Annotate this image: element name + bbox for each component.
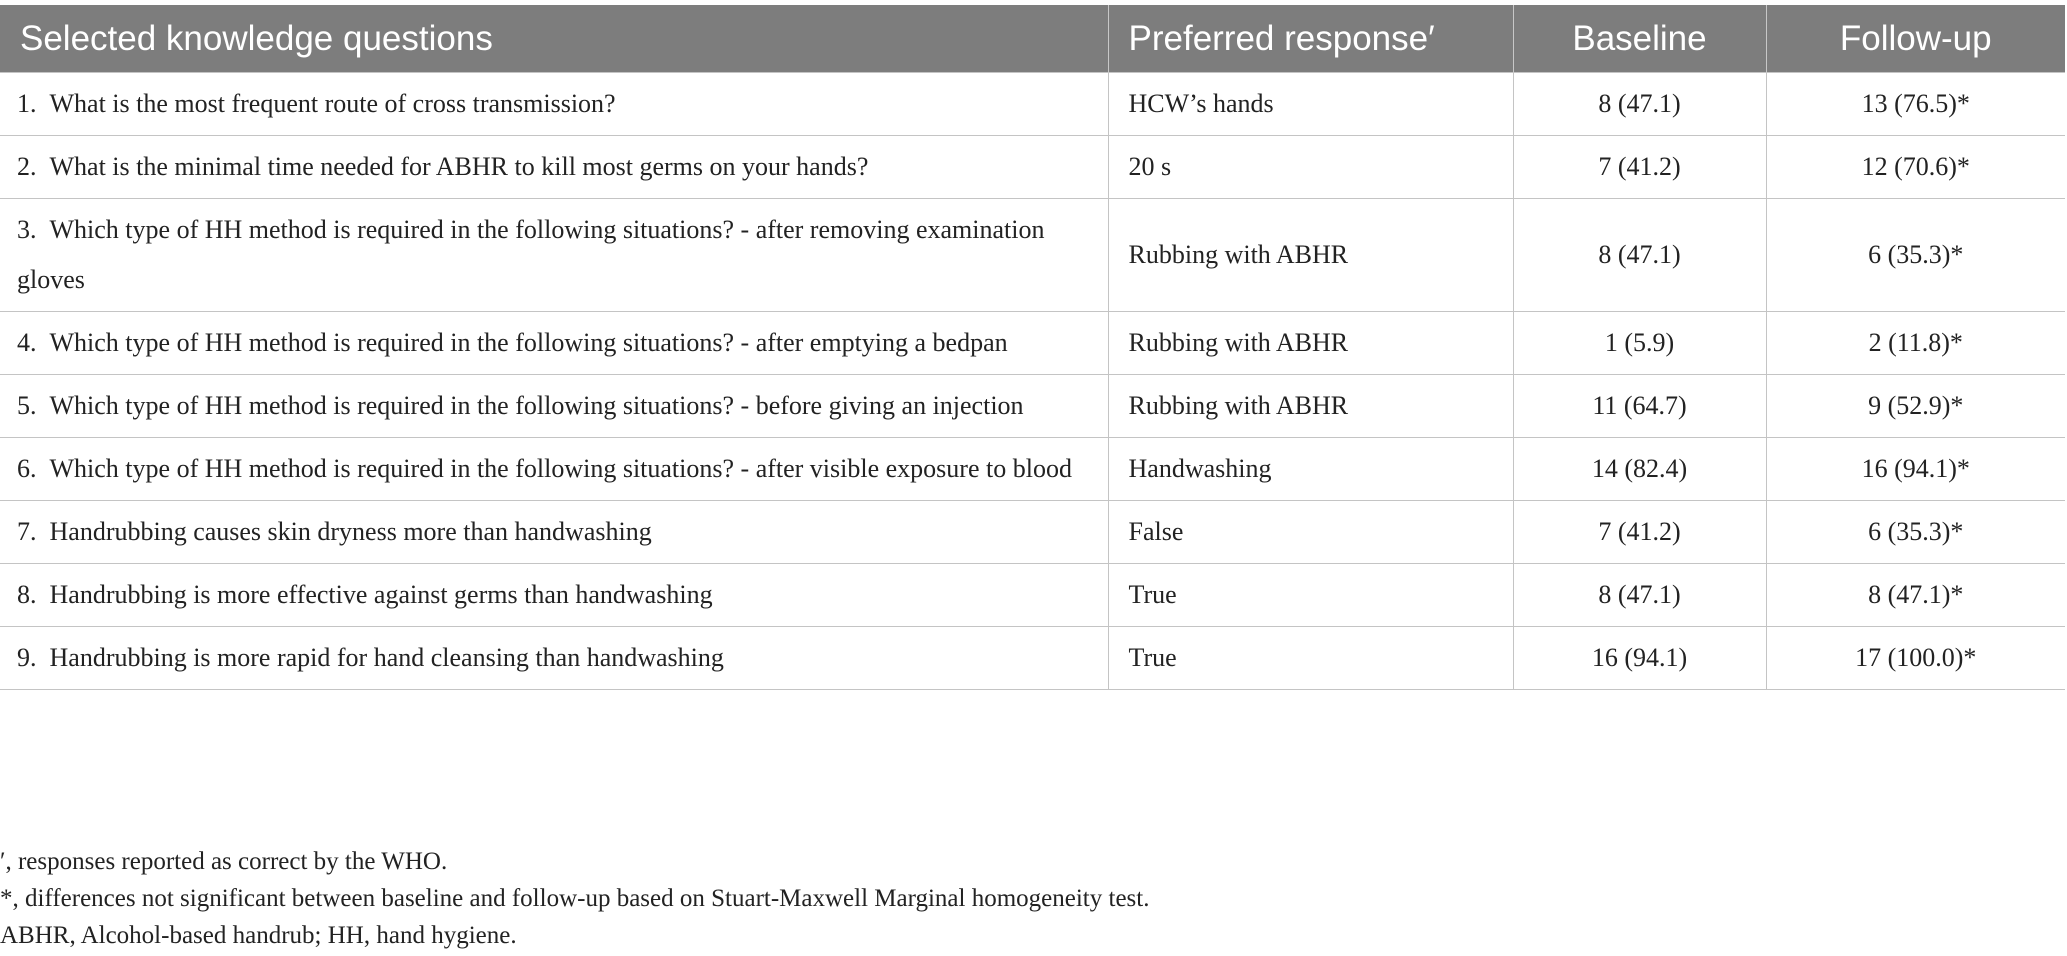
table-row [0,136,2065,199]
question-text: Which type of HH method is required in the following situations? - after removing examination gloves [17,215,1045,294]
question-text: Handrubbing is more rapid for hand cleansing than handwashing [49,643,724,672]
preferred-response-cell: Rubbing with ABHR [1108,375,1513,438]
table-body [0,73,2065,690]
preferred-response-cell: HCW’s hands [1108,73,1513,136]
follow-up-cell: 9 (52.9)* [1766,375,2065,438]
question-cell [0,73,1108,136]
question-number: 6. [17,454,37,483]
table-row [0,627,2065,690]
table-row [0,438,2065,501]
question-text: What is the most frequent route of cross transmission? [49,89,616,118]
question-cell [0,136,1108,199]
follow-up-cell: 6 (35.3)* [1766,199,2065,312]
table-row [0,73,2065,136]
question-number: 9. [17,643,37,672]
header-baseline: Baseline [1513,5,1766,73]
baseline-cell: 11 (64.7) [1513,375,1766,438]
table-header-row [0,5,2065,73]
header-follow-up: Follow-up [1766,5,2065,73]
question-number: 1. [17,89,37,118]
question-cell [0,312,1108,375]
baseline-cell: 8 (47.1) [1513,199,1766,312]
baseline-cell: 1 (5.9) [1513,312,1766,375]
question-cell [0,438,1108,501]
question-cell [0,501,1108,564]
question-text: Which type of HH method is required in the following situations? - before giving an injection [49,391,1024,420]
preferred-response-cell: Rubbing with ABHR [1108,312,1513,375]
baseline-cell: 8 (47.1) [1513,564,1766,627]
footnote-correct-responses: ′, responses reported as correct by the WHO. [0,848,448,875]
table-row [0,199,2065,312]
baseline-cell: 14 (82.4) [1513,438,1766,501]
question-text: Handrubbing is more effective against germs than handwashing [49,580,713,609]
header-preferred-response: Preferred response′ [1108,5,1513,73]
question-cell [0,375,1108,438]
preferred-response-cell: 20 s [1108,136,1513,199]
question-number: 7. [17,517,37,546]
footnote-abbreviations: ABHR, Alcohol-based handrub; HH, hand hygiene. [0,922,517,949]
header-questions: Selected knowledge questions [0,5,1108,73]
baseline-cell: 16 (94.1) [1513,627,1766,690]
follow-up-cell: 17 (100.0)* [1766,627,2065,690]
question-cell [0,199,1108,312]
footnotes [0,843,1149,954]
question-number: 5. [17,391,37,420]
question-text: Which type of HH method is required in the following situations? - after visible exposure to blood [49,454,1072,483]
preferred-response-cell: True [1108,564,1513,627]
footnote-significance: *, differences not significant between baseline and follow-up based on Stuart-Maxwell Marginal homogeneity test. [0,885,1150,912]
question-cell [0,627,1108,690]
baseline-cell: 8 (47.1) [1513,73,1766,136]
follow-up-cell: 6 (35.3)* [1766,501,2065,564]
question-text: Handrubbing causes skin dryness more than handwashing [49,517,652,546]
question-number: 4. [17,328,37,357]
question-number: 8. [17,580,37,609]
table-row [0,375,2065,438]
table-row [0,564,2065,627]
preferred-response-cell: Handwashing [1108,438,1513,501]
question-text: Which type of HH method is required in the following situations? - after emptying a bedpan [49,328,1008,357]
preferred-response-cell: True [1108,627,1513,690]
preferred-response-cell: Rubbing with ABHR [1108,199,1513,312]
follow-up-cell: 13 (76.5)* [1766,73,2065,136]
question-cell [0,564,1108,627]
follow-up-cell: 8 (47.1)* [1766,564,2065,627]
follow-up-cell: 12 (70.6)* [1766,136,2065,199]
table-row [0,312,2065,375]
baseline-cell: 7 (41.2) [1513,136,1766,199]
knowledge-table [0,5,2065,690]
question-number: 3. [17,215,37,244]
baseline-cell: 7 (41.2) [1513,501,1766,564]
table-row [0,501,2065,564]
preferred-response-cell: False [1108,501,1513,564]
follow-up-cell: 16 (94.1)* [1766,438,2065,501]
question-text: What is the minimal time needed for ABHR to kill most germs on your hands? [49,152,869,181]
question-number: 2. [17,152,37,181]
follow-up-cell: 2 (11.8)* [1766,312,2065,375]
